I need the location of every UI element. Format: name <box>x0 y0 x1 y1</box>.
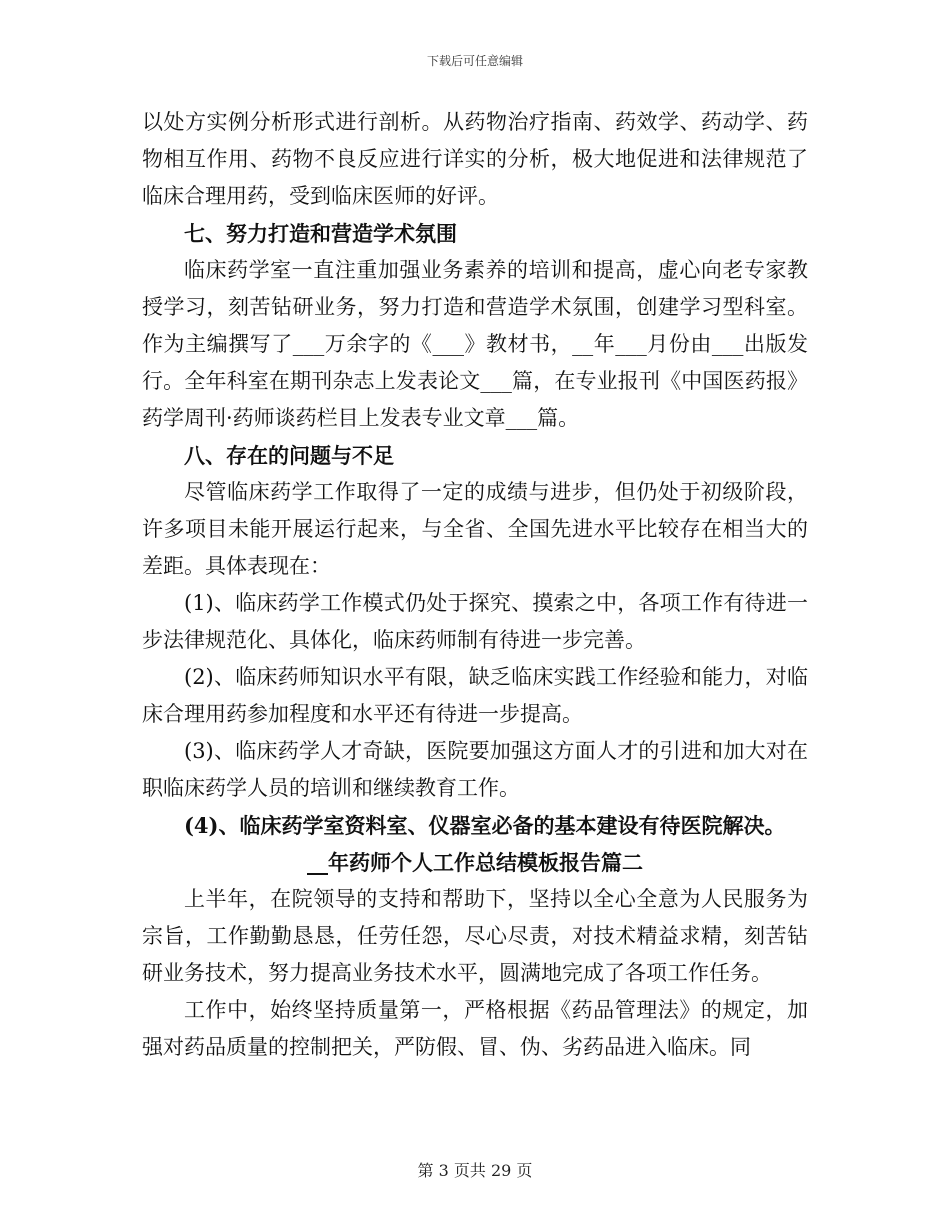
paragraph: 上半年，在院领导的支持和帮助下，坚持以全心全意为人民服务为宗旨，工作勤勤恳恳，任劳任怨，尽心尽责，对技术精益求精，刻苦钻研业务技术，努力提高业务技术水平，圆满地完成了各项工作任务。 <box>142 887 808 985</box>
page-footer: 第 3 页共 29 页 <box>417 1161 533 1180</box>
paragraph: 临床药学室一直注重加强业务素养的培训和提高，虚心向老专家教授学习，刻苦钻研业务，努力打造和营造学术氛围，创建学习型科室。作为主编撰写了___万余字的《___》教材书，__年___月份由___出版发行。全年科室在期刊杂志上发表论文___篇，在专业报刊《中国医药报》药学周刊·药师谈药栏目上发表专业文章___篇。 <box>142 258 808 430</box>
section-heading: 七、努力打造和营造学术氛围 <box>184 221 457 246</box>
list-item: (3)、临床药学人才奇缺，医院要加强这方面人才的引进和加大对在职临床药学人员的培训和继续教育工作。 <box>142 739 808 800</box>
paragraph: 以处方实例分析形式进行剖析。从药物治疗指南、药效学、药动学、药物相互作用、药物不良反应进行详实的分析，极大地促进和法律规范了临床合理用药，受到临床医师的好评。 <box>142 110 808 208</box>
paragraph: 尽管临床药学工作取得了一定的成绩与进步，但仍处于初级阶段，许多项目未能开展运行起来，与全省、全国先进水平比较存在相当大的差距。具体表现在： <box>142 480 808 578</box>
page-header: 下载后可任意编辑 <box>426 54 523 68</box>
list-item: (1)、临床药学工作模式仍处于探究、摸索之中，各项工作有待进一步法律规范化、具体化，临床药师制有待进一步完善。 <box>142 591 808 652</box>
section-heading: 八、存在的问题与不足 <box>184 443 394 468</box>
article-title: __年药师个人工作总结模板报告篇二 <box>307 850 643 875</box>
list-item: (2)、临床药师知识水平有限，缺乏临床实践工作经验和能力，对临床合理用药参加程度和水平还有待进一步提高。 <box>142 665 808 726</box>
list-item: (4)、临床药学室资料室、仪器室必备的基本建设有待医院解决。 <box>184 813 786 838</box>
document-body <box>142 104 808 1066</box>
paragraph: 工作中，始终坚持质量第一，严格根据《药品管理法》的规定，加强对药品质量的控制把关，严防假、冒、伪、劣药品进入临床。同 <box>142 998 808 1059</box>
